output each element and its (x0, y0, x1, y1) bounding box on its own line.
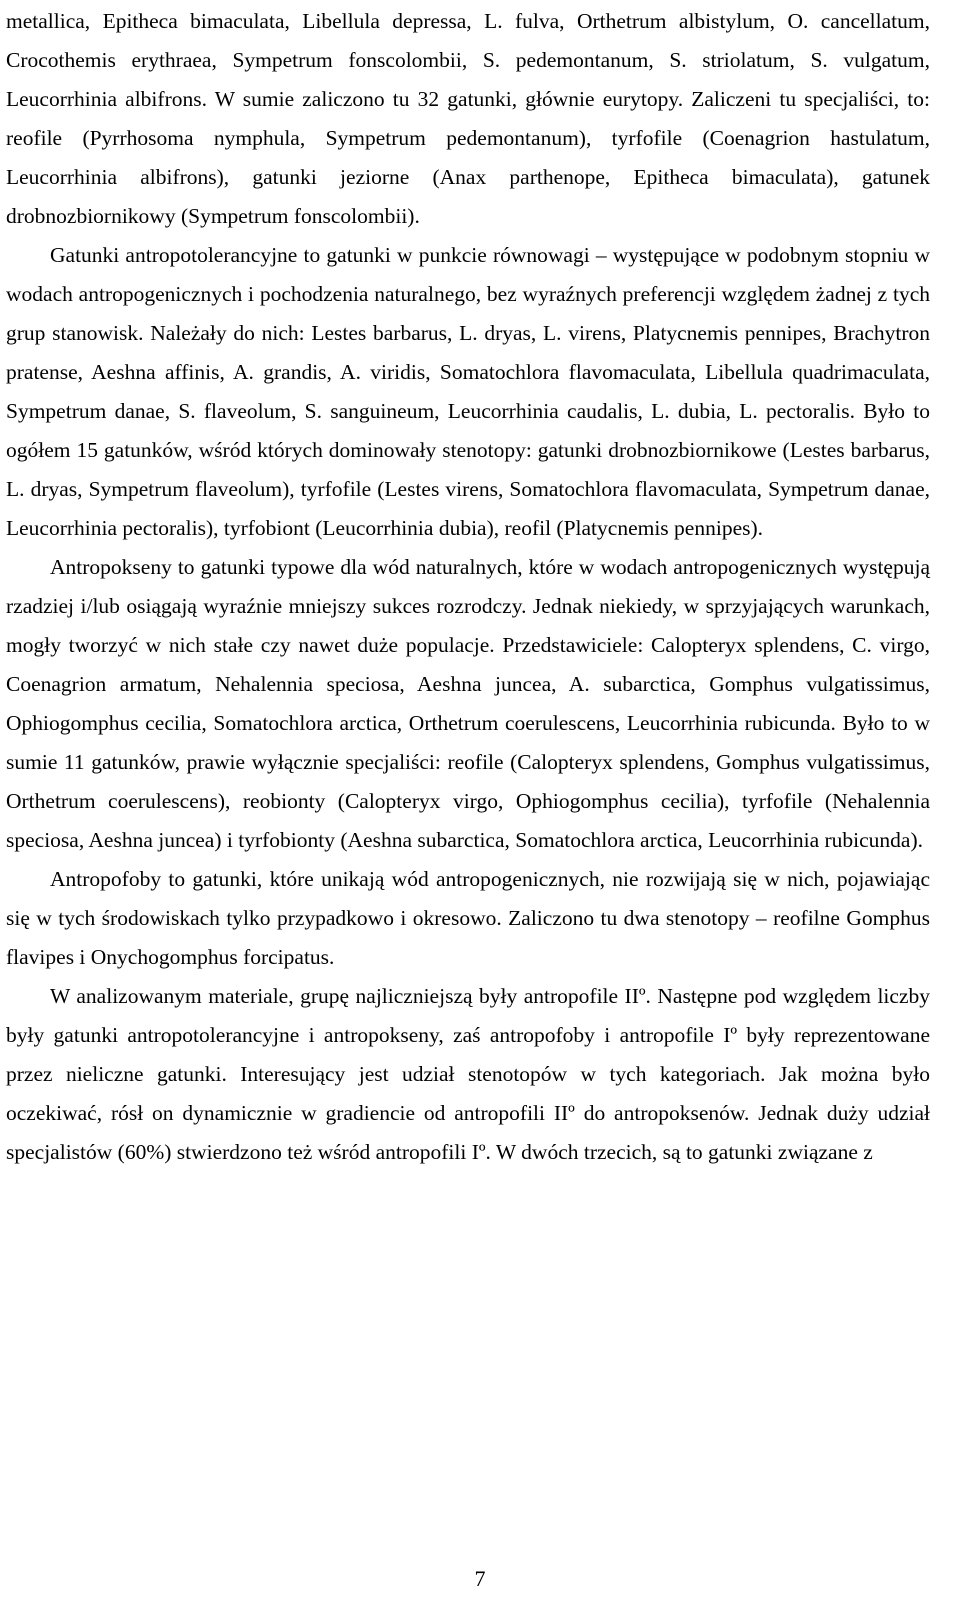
paragraph-continued: metallica, Epitheca bimaculata, Libellula depressa, L. fulva, Orthetrum albistylum, O. cancellatum, Crocothemis erythraea, Sympetrum fonscolombii, S. pedemontanum, S. striolatum, S. vulgatum, Leucorrhinia albifrons. W sumie zaliczono tu 32 gatunki, głównie eurytopy. Zaliczeni tu specjaliści, to: reofile (Pyrrhosoma nymphula, Sympetrum pedemontanum), tyrfofile (Coenagrion hastulatum, Leucorrhinia albifrons), gatunki jeziorne (Anax parthenope, Epitheca bimaculata), gatunek drobnozbiornikowy (Sympetrum fonscolombii). (6, 9, 930, 228)
page-number: 7 (474, 1566, 486, 1591)
paragraph-antropofoby: Antropofoby to gatunki, które unikają wód antropogenicznych, nie rozwijają się w nich, pojawiając się w tych środowiskach tylko przypadkowo i okresowo. Zaliczono tu dwa stenotopy – reofilne Gomphus flavipes i Onychogomphus forcipatus. (6, 867, 930, 969)
paragraph-antropokseny: Antropokseny to gatunki typowe dla wód naturalnych, które w wodach antropogenicznych występują rzadziej i/lub osiągają wyraźnie mniejszy sukces rozrodczy. Jednak niekiedy, w sprzyjających warunkach, mogły tworzyć w nich stałe czy nawet duże populacje. Przedstawiciele: Calopteryx splendens, C. virgo, Coenagrion armatum, Nehalennia speciosa, Aeshna juncea, A. subarctica, Gomphus vulgatissimus, Ophiogomphus cecilia, Somatochlora arctica, Orthetrum coerulescens, Leucorrhinia rubicunda. Było to w sumie 11 gatunków, prawie wyłącznie specjaliści: reofile (Calopteryx splendens, Gomphus vulgatissimus, Orthetrum coerulescens), reobionty (Calopteryx virgo, Ophiogomphus cecilia), tyrfofile (Nehalennia speciosa, Aeshna juncea) i tyrfobionty (Aeshna subarctica, Somatochlora arctica, Leucorrhinia rubicunda). (6, 555, 930, 852)
paragraph-antropotolerancyjne: Gatunki antropotolerancyjne to gatunki w punkcie równowagi – występujące w podobnym stopniu w wodach antropogenicznych i pochodzenia naturalnego, bez wyraźnych preferencji względem żadnej z tych grup stanowisk. Należały do nich: Lestes barbarus, L. dryas, L. virens, Platycnemis pennipes, Brachytron pratense, Aeshna affinis, A. grandis, A. viridis, Somatochlora flavomaculata, Libellula quadrimaculata, Sympetrum danae, S. flaveolum, S. sanguineum, Leucorrhinia caudalis, L. dubia, L. pectoralis. Było to ogółem 15 gatunków, wśród których dominowały stenotopy: gatunki drobnozbiornikowe (Lestes barbarus, L. dryas, Sympetrum flaveolum), tyrfofile (Lestes virens, Somatochlora flavomaculata, Sympetrum danae, Leucorrhinia pectoralis), tyrfobiont (Leucorrhinia dubia), reofil (Platycnemis pennipes). (6, 243, 930, 540)
body-text (6, 2, 930, 1172)
paragraph-analysis: W analizowanym materiale, grupę najliczniejszą były antropofile IIº. Następne pod względem liczby były gatunki antropotolerancyjne i antropokseny, zaś antropofoby i antropofile Iº były reprezentowane przez nieliczne gatunki. Interesujący jest udział stenotopów w tych kategoriach. Jak można było oczekiwać, rósł on dynamicznie w gradiencie od antropofili IIº do antropoksenów. Jednak duży udział specjalistów (60%) stwierdzono też wśród antropofili Iº. W dwóch trzecich, są to gatunki związane z (6, 984, 930, 1164)
